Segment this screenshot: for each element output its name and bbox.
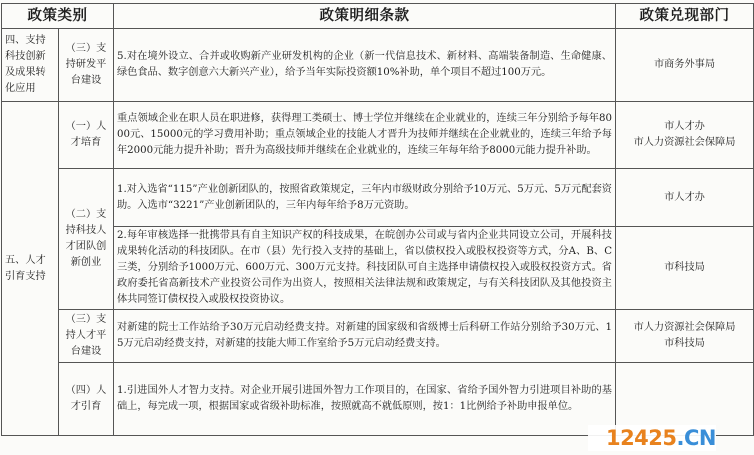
department-cell <box>616 310 754 363</box>
table-row <box>2 310 754 363</box>
table-row <box>2 169 754 227</box>
department-line: 市人力资源社会保障局 <box>633 322 736 333</box>
detail-cell: 对新建的院士工作站给予30万元启动经费支持。对新建的国家级和省级博士后科研工作站分别给予30万元、15万元启动经费支持，对新建的技能大师工作室给予5万元启动经费支持。 <box>114 310 616 363</box>
watermark-tld: CN <box>684 426 716 450</box>
table-row <box>2 227 754 310</box>
department-cell: 市商务外事局 <box>616 29 754 102</box>
watermark-dot: . <box>676 426 684 450</box>
header-row <box>2 4 754 29</box>
department-line: 市科技局 <box>664 338 705 349</box>
table-row <box>2 29 754 102</box>
category-cell: 五、人才引育支持 <box>2 102 59 436</box>
site-watermark <box>588 425 716 451</box>
category-cell: 四、支持科技创新及成果转化应用 <box>2 29 59 102</box>
subcategory-cell: （三）支持人才平台建设 <box>59 310 114 363</box>
subcategory-cell: （二）支持科技人才团队创新创业 <box>59 169 114 310</box>
header-detail: 政策明细条款 <box>114 4 616 29</box>
detail-cell: 重点领域企业在职人员在职进修，获得理工类硕士、博士学位并继续在企业就业的，连续三年分别给予每年8000元、15000元的学习费用补助；重点领域企业的技能人才晋升为技师并继续在企业就业的，连续三年给予每年2000元能力提升补助；晋升为高级技师并继续在企业就业的，连续三年每年给予8000元能力提升补助。 <box>114 102 616 169</box>
department-cell: 市人才办 <box>616 169 754 227</box>
department-line: 市人才办 <box>664 121 705 132</box>
detail-cell: 1.对入选省“115”产业创新团队的，按照省政策规定，三年内市级财政分别给予10万元、5万元、5万元配套资助。入选市“3221”产业创新团队的，三年内每年给予8万元资助。 <box>114 169 616 227</box>
policy-table <box>1 3 754 436</box>
watermark-number: 12425 <box>605 426 677 450</box>
department-line: 市人力资源社会保障局 <box>633 137 736 148</box>
detail-cell: 1.引进国外人才智力支持。对企业开展引进国外智力工作项目的，在国家、省给予国外智力引进项目补助的基础上，每完成一项，根据国家或省级补助标准，按照就高不就低原则，按1：1比例给予补助申报单位。 <box>114 363 616 436</box>
table-row <box>2 102 754 169</box>
subcategory-cell: （一）人才培育 <box>59 102 114 169</box>
subcategory-cell: （四）人才引育 <box>59 363 114 436</box>
department-cell: 市科技局 <box>616 227 754 310</box>
detail-cell: 5.对在境外设立、合并或收购新产业研发机构的企业（新一代信息技术、新材料、高端装备制造、生命健康、绿色食品、数字创意六大新兴产业），给予当年实际投资额10%补助，单个项目不超过100万元。 <box>114 29 616 102</box>
department-cell <box>616 102 754 169</box>
detail-cell: 2.每年审核选择一批携带具有自主知识产权的科技成果，在皖创办公司或与省内企业共同设立公司，开展科技成果转化活动的科技团队。在市（县）先行投入支持的基础上，省以债权投入或股权投资等方式，分A、B、C三类，分别给予1000万元、600万元、300万元支持。科技团队可自主选择申请债权投入或股权投资方式。省政府委托省高新技术产业投资公司作为出资人，按照相关法律法规和政策规定，与有关科技团队及其他投资主体共同签订债权投入或股权投资协议。 <box>114 227 616 310</box>
header-department: 政策兑现部门 <box>616 4 754 29</box>
subcategory-cell: （三）支持研发平台建设 <box>59 29 114 102</box>
header-category: 政策类别 <box>2 4 114 29</box>
